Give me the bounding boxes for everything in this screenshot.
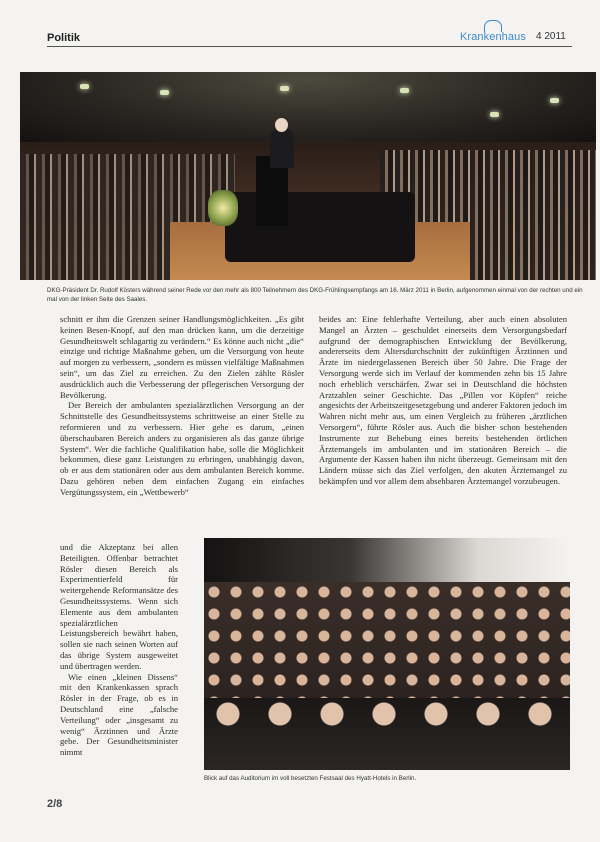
page-number: 2/8 bbox=[47, 798, 63, 810]
ceiling-lamp bbox=[80, 84, 89, 89]
speaker-figure bbox=[270, 128, 294, 168]
photo-caption-bottom: Blick auf das Auditorium im voll besetzten Festsaal des Hyatt-Hotels in Berlin. bbox=[204, 775, 417, 782]
speaker-head bbox=[275, 118, 288, 132]
ceiling-lamp bbox=[490, 112, 499, 117]
ceiling-lamp bbox=[400, 88, 409, 93]
flower-arrangement bbox=[208, 190, 238, 226]
article-column-right bbox=[319, 314, 567, 487]
issue-number: 4 2011 bbox=[536, 31, 566, 42]
photo-caption-top: DKG-Präsident Dr. Rudolf Kösters während seiner Rede vor den mehr als 800 Teilnehmern des DKG-Frühlingsempfangs am 16. März 2011 in Berlin, aufgenommen einmal von der rechten und ein mal von der linken Seite des Saales. bbox=[47, 287, 583, 303]
paragraph: Der Bereich der ambulanten spezialärztlichen Versorgung an der Schnittstelle des Gesundheitssystems schrittweise an einer Stelle zu reformieren und zu verbessern. Hier gehe es darum, „einen überschaubaren Bereich anders zu organisieren als das ganze übrige System“. Wer die fachliche Qualifikation habe, solle die Möglichkeit bekommen, diese ganz Leistungen zu erbringen, unabhängig davon, ob er aus dem stationären oder aus dem ambulanten Bereich komme. Dazu gehören neben dem einfachen Zugang ein einfaches Vergütungssystem, ein „Wettbewerb“ bbox=[60, 400, 304, 497]
article-column-left bbox=[60, 314, 304, 498]
auditorium-photo bbox=[204, 538, 570, 770]
section-label: Politik bbox=[47, 32, 81, 44]
conference-photo-top bbox=[20, 72, 596, 280]
brand-name: Krankenhaus bbox=[460, 31, 526, 43]
magazine-brand bbox=[460, 20, 530, 44]
stage bbox=[225, 192, 415, 262]
paragraph: Wie einen „kleinen Dissens“ mit den Krankenkassen sprach Rösler in der Frage, ob es in Deutschland eine „falsche Verteilung“ oder „insgesamt zu wenig“ Ärztinnen und Ärzte gebe. Der Gesundheitsminister nimmt bbox=[60, 671, 178, 758]
ceiling-lamp bbox=[160, 90, 169, 95]
paragraph: beides an: Eine fehlerhafte Verteilung, aber auch einen absoluten Mangel an Ärzten – geschuldet einerseits dem Versorgungsbedarf aufgrund der demographischen Entwicklung der Bevölkerung, andererseits dem Altersdurchschnitt der zukünftigen Ärztinnen und Ärzte im niedergelassenen Bereich über 50 Jahre. Die Frage der Versorgung werde sich im Verlauf der kommenden zehn bis 15 Jahre noch erheblich verschärfen. Zwar sei in Deutschland die höchsten Arztzahlen seiner Geschichte. Das „Pillen vor Köpfen“ reiche angesichts der Arbeitszeitgesetzgebung und anderer Faktoren jedoch im Wahren nicht mehr aus, um einen Vergleich zu früheren „ärztlichen Versorgern“, führte Rösler aus. Auch die bisher schon bestehenden Instrumente zur Behebung eines bereits bestehenden örtlichen Ärztemangels im ambulanten und im stationären Bereich – die Argumente der Kassen haben ihn nicht überzeugt. Gemeinsam mit den Ländern müsse sich das Ziel verfolgen, den akuten Ärztemangel zu bekämpfen und vor allem dem absehbaren Ärztemangel vorzubeugen. bbox=[319, 314, 567, 486]
paragraph: und die Akzeptanz bei allen Beteiligten. Offenbar betrachtet Rösler diesen Bereich als Experimentierfeld für weitergehende Reformansätze des Gesundheitssystems. Wenn sich Elemente aus dem ambulanten spezialärztlichen Leistungsbereich bewährt haben, sollen sie nach seinen Worten auf das übrige System ausgeweitet und übertragen werden. bbox=[60, 542, 178, 671]
photo-ceiling bbox=[20, 72, 596, 142]
header-rule bbox=[47, 46, 572, 47]
article-column-left-narrow bbox=[60, 542, 178, 758]
paragraph: schnitt er ihm die Grenzen seiner Handlungsmöglichkeiten. „Es gibt keinen Besen-Knopf, auf den man drücken kann, um die derzeitige Gesundheitswelt schlagartig zu verändern.“ Es könne auch nicht „die“ einzige und richtige Maßnahme geben, um die Versorgung von heute auf morgen zu verbessern, „sondern es müssen vielfältige Maßnahmen sein“, um das Ziel zu erreichen. Zu den Zielen zählte Rösler ausdrücklich auch die Verbesserung der pflegerischen Versorgung der Bevölkerung. bbox=[60, 314, 304, 400]
audience-front-row bbox=[204, 698, 570, 770]
ceiling-lamp bbox=[550, 98, 559, 103]
ceiling-lamp bbox=[280, 86, 289, 91]
photo-wall bbox=[204, 538, 570, 588]
